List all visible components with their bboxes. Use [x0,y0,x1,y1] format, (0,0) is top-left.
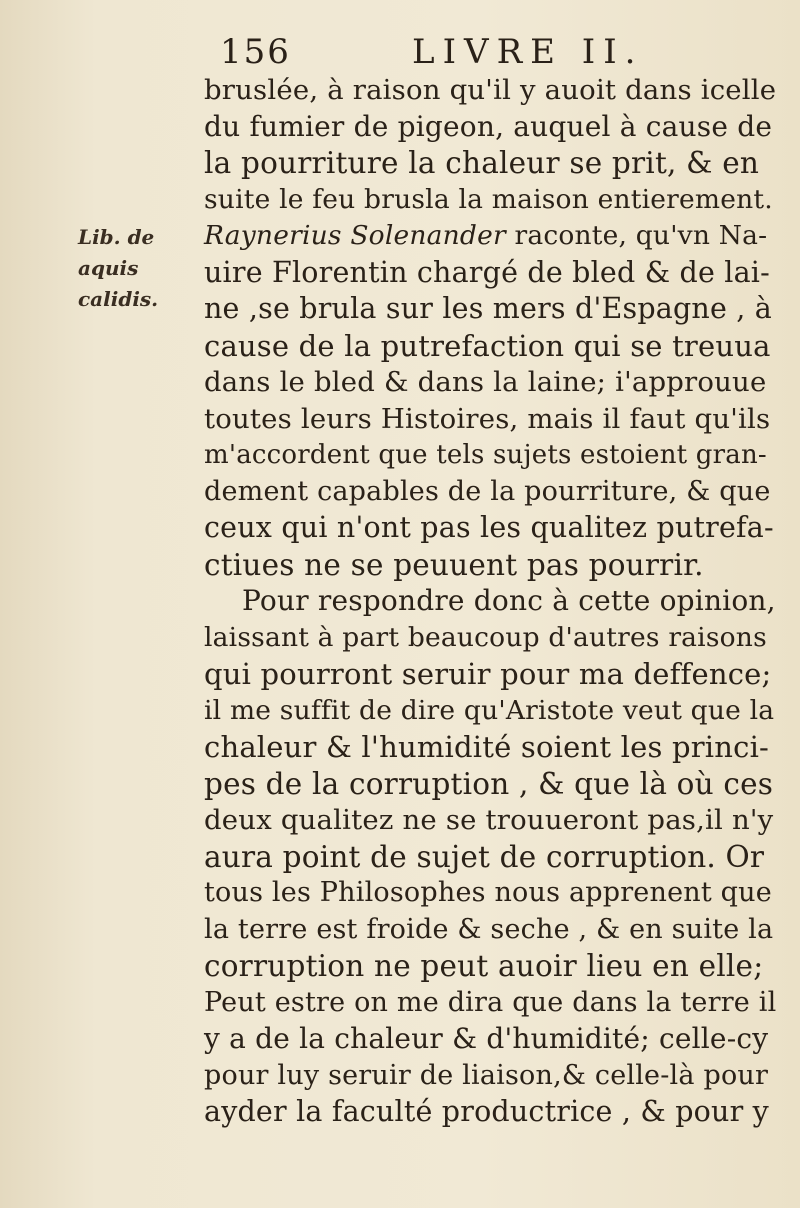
page-number: 156 [220,32,291,72]
text-line-rest: raconte, qu'vn Na- [514,220,768,251]
text-line: la pourriture la chaleur se prit, & en [204,146,760,180]
text-line: corruption ne peut auoir lieu en elle; [204,949,764,983]
text-line: pes de la corruption , & que là où ces [204,766,774,801]
text-line: du fumier de pigeon, auquel à cause de [204,109,773,143]
margin-note [78,222,218,315]
text-line: m'accordent que tels sujets estoient gran- [204,440,767,470]
body-text [204,72,776,1131]
text-line: Peut estre on me dira que dans la terre il [204,986,777,1018]
text-line: deux qualitez ne se trouueront pas,il n'y [204,804,774,836]
text-line: dement capables de la pourriture, & que [204,475,771,507]
text-line: y a de la chaleur & d'humidité; celle-cy [204,1022,769,1055]
text-line: suite le feu brusla la maison entierement. [204,183,773,215]
author-name: Raynerius Solenander [204,220,506,251]
text-line: laissant à part beaucoup d'autres raisons [204,621,767,653]
text-line: ceux qui n'ont pas les qualitez putrefa- [204,511,774,544]
margin-note-line: calidis. [78,287,159,311]
text-line: cause de la putrefaction qui se treuua [204,328,771,363]
text-line: pour luy seruir de liaison,& celle-là pour [204,1059,769,1091]
text-line: aura point de sujet de corruption. Or [204,839,765,874]
text-line: ne ,se brula sur les mers d'Espagne , à [204,292,772,325]
text-line: la terre est froide & seche , & en suite la [204,913,774,945]
text-line: tous les Philosophes nous apprenent que [204,877,772,908]
page-header [220,28,780,72]
text-line: uire Florentin chargé de bled & de lai- [204,255,770,289]
text-line: bruslée, à raison qu'il y auoit dans icelle [204,74,777,106]
margin-note-line: Lib. de aquis [78,225,155,280]
text-line: toutes leurs Histoires, mais il faut qu'ils [204,402,771,435]
running-title: LIVRE II. [412,32,644,72]
text-line: dans le bled & dans la laine; i'approuue [204,366,767,398]
text-line: chaleur & l'humidité soient les princi- [204,730,770,764]
text-line: ayder la faculté productrice , & pour y [204,1095,769,1128]
text-line: Pour respondre donc à cette opinion, [242,584,776,617]
text-line [204,218,776,255]
text-line: qui pourront seruir pour ma deffence; [204,657,772,691]
text-line: il me suffit de dire qu'Aristote veut que la [204,694,775,726]
text-line: ctiues ne se peuuent pas pourrir. [204,547,704,582]
